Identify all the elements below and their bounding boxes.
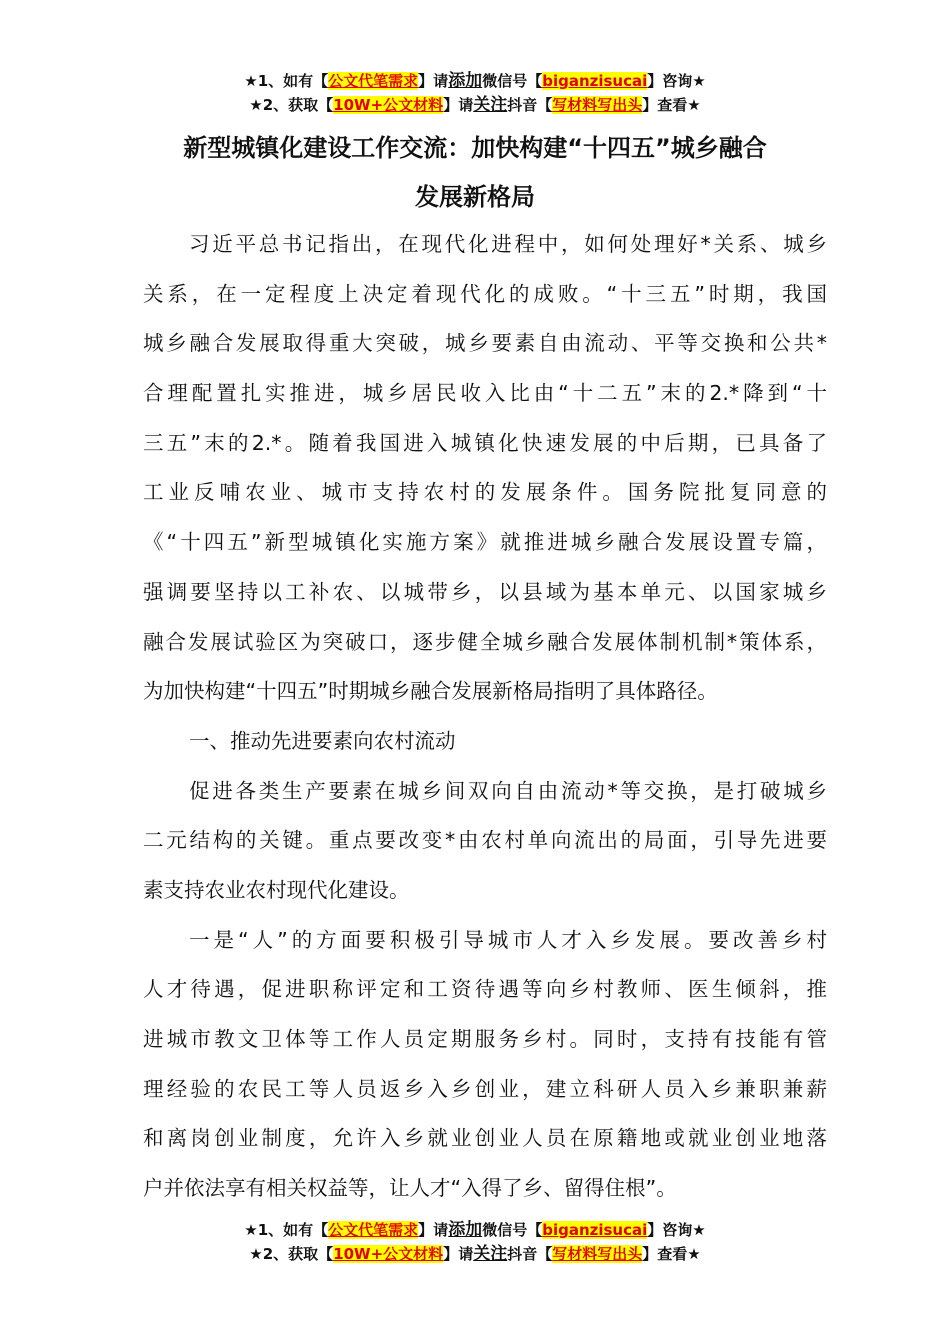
- promo-highlight: 写材料写出头: [552, 96, 643, 114]
- promo-text: 微信号【: [482, 72, 543, 90]
- promo-highlight: biganzisucai: [542, 72, 648, 90]
- promo-emphasis: 添加: [448, 71, 483, 91]
- document-title-line-1: 新型城镇化建设工作交流：加快构建“十四五”城乡融合: [183, 134, 767, 162]
- paragraph: [143, 220, 827, 717]
- promo-text: 】请: [443, 1245, 474, 1263]
- text-line: 习近平总书记指出，在现代化进程中，如何处理好*关系、城乡: [189, 232, 827, 256]
- promo-text: 抖音【: [507, 1245, 553, 1263]
- document-body: [143, 220, 827, 1214]
- text-line: 和离岗创业制度，允许入乡就业创业人员在原籍地或就业创业地落: [143, 1126, 827, 1151]
- text-line: 融合发展试验区为突破口，逐步健全城乡融合发展体制机制*策体系，: [143, 629, 827, 654]
- promo-footer: [0, 1218, 950, 1266]
- text-line: 一、推动先进要素向农村流动: [189, 728, 456, 753]
- promo-line-1: [0, 69, 950, 93]
- text-line: 进城市教文卫体等工作人员定期服务乡村。同时，支持有技能有管: [143, 1027, 827, 1051]
- text-line: 关系，在一定程度上决定着现代化的成败。“十三五”时期，我国: [143, 281, 827, 306]
- promo-text: 】请: [443, 96, 474, 114]
- text-line: 二元结构的关键。重点要改变*由农村单向流出的局面，引导先进要: [143, 828, 827, 853]
- promo-emphasis: 关注: [473, 1244, 508, 1264]
- text-line: 一是“人”的方面要积极引导城市人才入乡发展。要改善乡村: [189, 927, 827, 952]
- promo-highlight: 公文代笔需求: [328, 1221, 419, 1239]
- promo-text: 】咨询★: [647, 1221, 706, 1239]
- promo-line-2: [0, 1242, 950, 1266]
- promo-text: 】请: [418, 1221, 449, 1239]
- promo-text: 】查看★: [642, 1245, 701, 1263]
- document-title-line-2: 发展新格局: [415, 183, 535, 211]
- paragraph: [143, 717, 827, 767]
- text-line: 素支持农业农村现代化建设。: [143, 877, 410, 902]
- promo-text: 抖音【: [507, 96, 553, 114]
- text-line: 合理配置扎实推进，城乡居民收入比由“十二五”末的2.*降到“十: [143, 381, 827, 406]
- text-line: 城乡融合发展取得重大突破，城乡要素自由流动、平等交换和公共*: [143, 331, 827, 356]
- promo-text: 】查看★: [642, 96, 701, 114]
- promo-highlight: 公文代笔需求: [328, 72, 419, 90]
- promo-text: ★1、如有【: [244, 72, 329, 90]
- promo-text: ★1、如有【: [244, 1221, 329, 1239]
- text-line: 工业反哺农业、城市支持农村的发展条件。国务院批复同意的: [143, 480, 827, 505]
- text-line: 理经验的农民工等人员返乡入乡创业，建立科研人员入乡兼职兼薪: [143, 1076, 827, 1101]
- paragraph: [143, 916, 827, 1214]
- promo-highlight: 10W+公文材料: [333, 96, 444, 114]
- promo-line-2: [0, 93, 950, 117]
- promo-highlight: 写材料写出头: [552, 1245, 643, 1263]
- promo-line-1: [0, 1218, 950, 1242]
- promo-emphasis: 关注: [473, 95, 508, 115]
- text-line: 户并依法享有相关权益等，让人才“入得了乡、留得住根”。: [143, 1176, 677, 1201]
- promo-emphasis: 添加: [448, 1220, 483, 1240]
- promo-highlight: biganzisucai: [542, 1221, 648, 1239]
- text-line: 促进各类生产要素在城乡间双向自由流动*等交换，是打破城乡: [189, 778, 827, 803]
- promo-highlight: 10W+公文材料: [333, 1245, 444, 1263]
- text-line: 三五”末的2.*。随着我国进入城镇化快速发展的中后期，已具备了: [143, 430, 827, 455]
- promo-text: ★2、获取【: [249, 1245, 334, 1263]
- text-line: 人才待遇，促进职称评定和工资待遇等向乡村教师、医生倾斜，推: [143, 977, 827, 1002]
- text-line: 强调要坚持以工补农、以城带乡，以县域为基本单元、以国家城乡: [143, 579, 827, 604]
- promo-header: [0, 69, 950, 117]
- text-line: 为加快构建“十四五”时期城乡融合发展新格局指明了具体路径。: [143, 679, 718, 704]
- paragraph: [143, 767, 827, 916]
- promo-text: 】请: [418, 72, 449, 90]
- text-line: 《“十四五”新型城镇化实施方案》就推进城乡融合发展设置专篇，: [143, 530, 827, 555]
- promo-text: 】咨询★: [647, 72, 706, 90]
- promo-text: 微信号【: [482, 1221, 543, 1239]
- promo-text: ★2、获取【: [249, 96, 334, 114]
